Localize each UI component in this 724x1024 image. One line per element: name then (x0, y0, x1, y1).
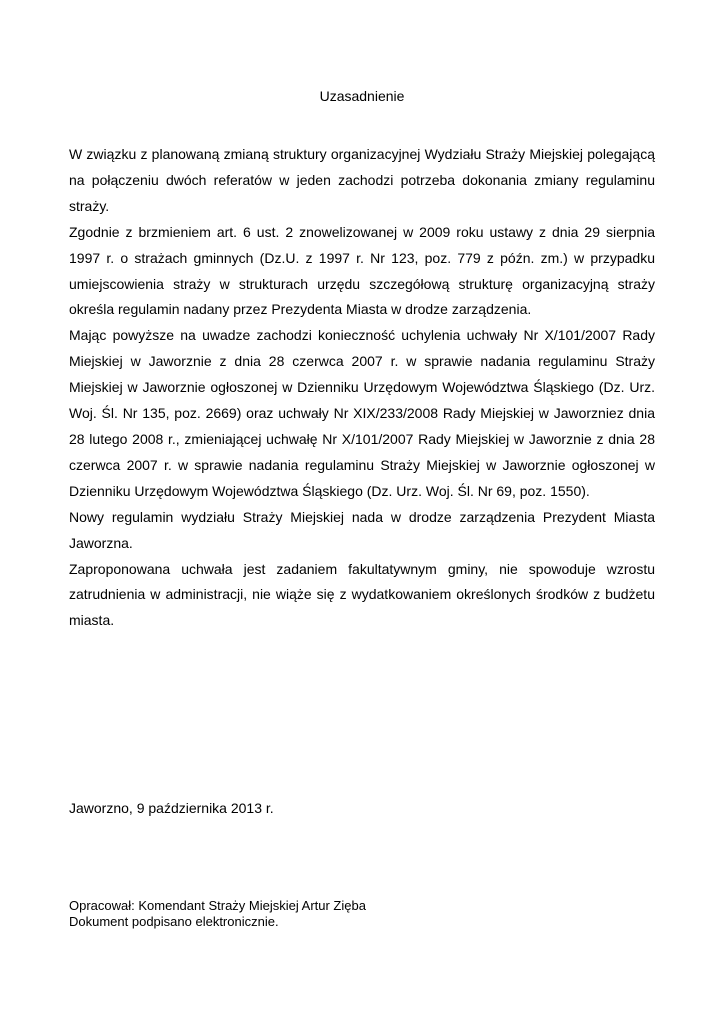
document-title: Uzasadnienie (319, 88, 405, 104)
signature-note: Dokument podpisano elektronicznie. (69, 914, 279, 929)
prepared-by: Opracował: Komendant Straży Miejskiej Artur Zięba (69, 898, 366, 913)
dateline: Jaworzno, 9 października 2013 r. (69, 800, 274, 816)
paragraph-repeal: Mając powyższe na uwadze zachodzi konieczność uchylenia uchwały Nr X/101/2007 Rady Miejskiej w Jaworznie z dnia 28 czerwca 2007 r. w sprawie nadania regulaminu Straży Miejskiej w Jaworznie ogłoszonej w Dzienniku Urzędowym Województwa Śląskiego (Dz. Urz. Woj. Śl. Nr 135, poz. 2669) oraz uchwały Nr XIX/233/2008 Rady Miejskiej w Jaworzniez dnia 28 lutego 2008 r., zmieniającej uchwałę Nr X/101/2007 Rady Miejskiej w Jaworznie z dnia 28 czerwca 2007 r. w sprawie nadania regulaminu Straży Miejskiej w Jaworznie ogłoszonej w Dzienniku Urzędowym Województwa Śląskiego (Dz. Urz. Woj. Śl. Nr 69, poz. 1550). (69, 327, 655, 499)
paragraph-reason: W związku z planowaną zmianą struktury organizacyjnej Wydziału Straży Miejskiej polegającą na połączeniu dwóch referatów w jeden zachodzi potrzeba dokonania zmiany regulaminu straży. (69, 146, 655, 214)
paragraph-financial-effects: Zaproponowana uchwała jest zadaniem fakultatywnym gminy, nie spowoduje wzrostu zatrudnienia w administracji, nie wiąże się z wydatkowaniem określonych środków z budżetu miasta. (69, 560, 655, 629)
document-body (69, 142, 655, 634)
paragraph-legal-basis: Zgodnie z brzmieniem art. 6 ust. 2 znowelizowanej w 2009 roku ustawy z dnia 29 sierpnia 1997 r. o strażach gminnych (Dz.U. z 1997 r. Nr 123, poz. 779 z późn. zm.) w przypadku umiejscowienia straży w strukturach urzędu szczegółową strukturę organizacyjną straży określa regulamin nadany przez Prezydenta Miasta w drodze zarządzenia. (69, 223, 655, 318)
document-footer (69, 898, 366, 930)
paragraph-new-regulation: Nowy regulamin wydziału Straży Miejskiej nada w drodze zarządzenia Prezydent Miasta Jaworzna. (69, 508, 655, 551)
